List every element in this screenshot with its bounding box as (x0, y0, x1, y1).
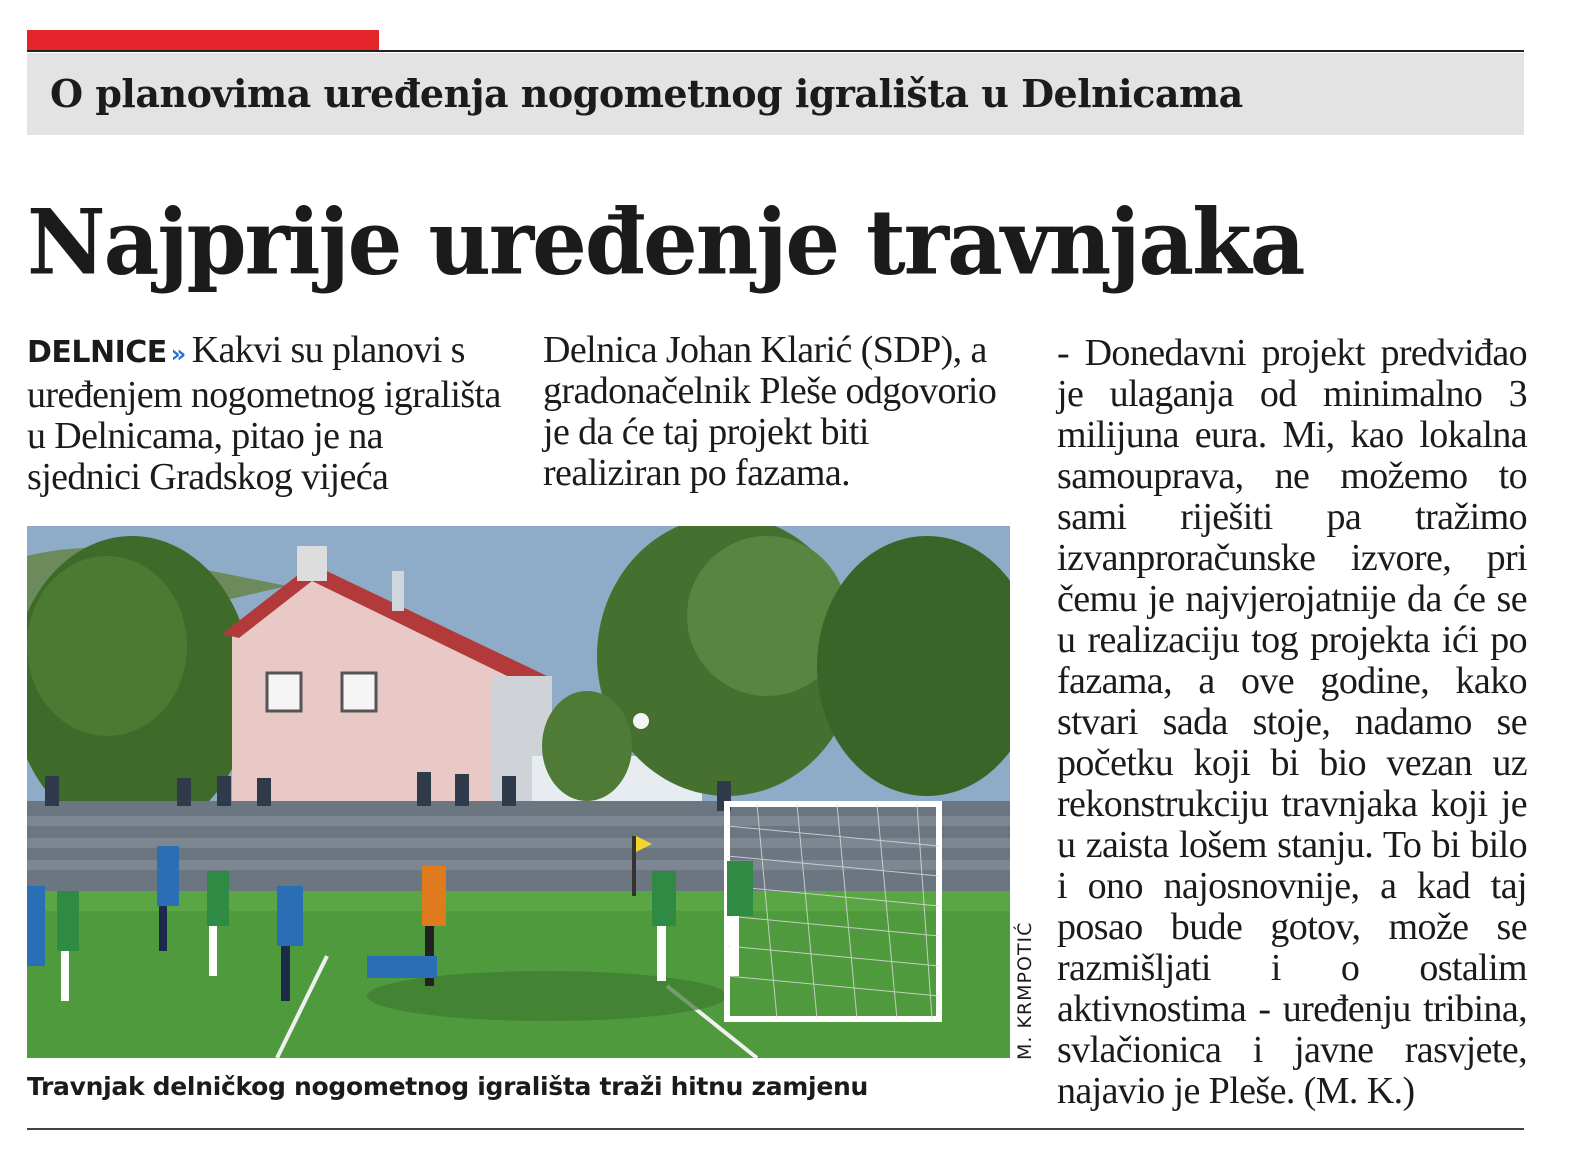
column-1-text: Kakvi su planovi s uređenjem nogometnog igrališta u Delnicama, pitao je na sjednici Gradskog vijeća (27, 329, 501, 498)
bottom-rule (27, 1128, 1524, 1130)
photo-caption: Travnjak delničkog nogometnog igrališta traži hitnu zamjenu (27, 1072, 868, 1101)
column-2-text: Delnica Johan Klarić (SDP), a gradonačelnik Pleše odgovorio je da će taj projekt biti realiziran po fazama. (543, 329, 997, 494)
photo-credit: M. KRMPOTIĆ (1014, 921, 1036, 1060)
football-pitch-photo (27, 526, 1010, 1058)
double-chevron-right-icon: » (170, 340, 186, 368)
kicker: O planovima uređenja nogometnog igrališta u Delnicama (27, 53, 1524, 135)
dateline: DELNICE (27, 335, 167, 370)
article-column-1 (27, 330, 502, 498)
headline: Najprije uređenje travnjaka (27, 189, 1304, 296)
section-accent-bar (27, 30, 379, 51)
article-column-2 (543, 330, 1013, 494)
top-rule (27, 50, 1524, 52)
column-3-text: - Donedavni projekt predviđao je ulaganja od minimalno 3 milijuna eura. Mi, kao lokalna samouprava, ne možemo to sami riješiti pa tražimo izvanproračunske izvore, pri čemu je najvjerojatnije da će se u realizaciju tog projekta ići po fazama, a ove godine, kako stvari sada stoje, nadamo se početku koji bi bio vezan uz rekonstrukciju travnjaka koji je u zaista lošem stanju. To bi bilo i ono najosnovnije, a kad taj posao bude gotov, može se razmišljati i o ostalim aktivnostima - uređenju tribina, svlačionica i javne rasvjete, najavio je Pleše. (M. K.) (1057, 332, 1527, 1112)
article-column-3 (1057, 333, 1527, 1112)
